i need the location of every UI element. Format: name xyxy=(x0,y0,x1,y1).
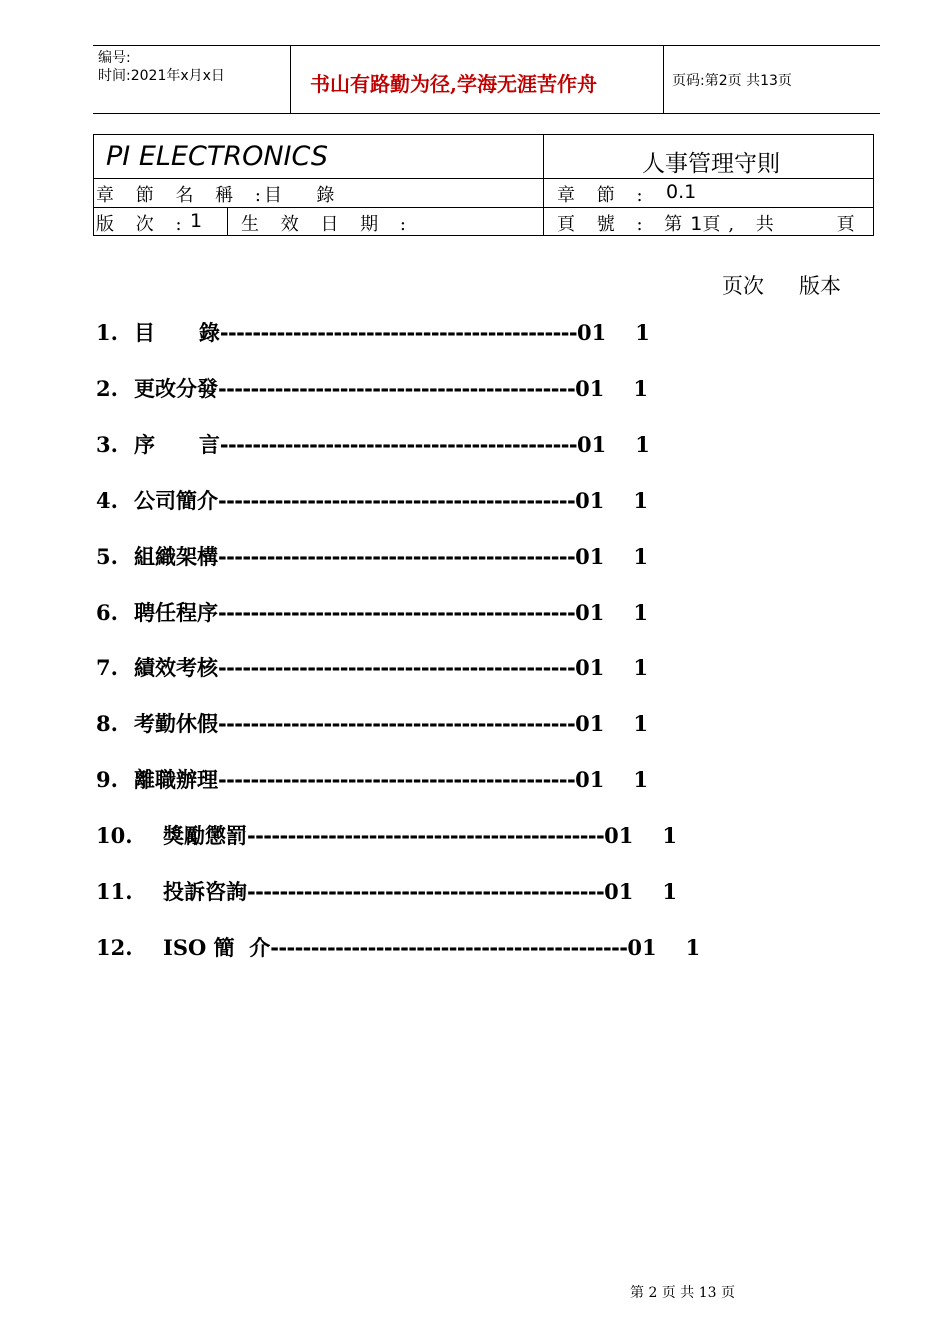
version-label: 版 次 : xyxy=(96,214,190,235)
toc-item-number: 9. xyxy=(96,767,118,792)
page-number-field xyxy=(557,210,863,236)
table-divider xyxy=(227,207,228,235)
toc-item-number: 8. xyxy=(96,711,118,736)
toc-item-number: 11. xyxy=(96,879,133,904)
header-divider-right xyxy=(663,45,664,113)
chapter-name-label: 章 節 名 稱 : xyxy=(96,185,269,206)
toc-item-page: 01 xyxy=(575,544,605,569)
toc-item-title: 組織架構 xyxy=(134,544,218,569)
toc-leader: -------------------------------------------- xyxy=(247,824,605,848)
chapter-value: 0.1 xyxy=(666,181,697,203)
toc-item-page: 01 xyxy=(575,711,605,736)
toc-item-page: 01 xyxy=(575,376,605,401)
header-bottom-rule xyxy=(93,113,880,114)
toc-item-number: 3. xyxy=(96,432,118,457)
table-divider xyxy=(543,135,544,235)
toc-item xyxy=(96,652,648,682)
page-number-value: 1 xyxy=(690,213,703,235)
toc-item-title: 績效考核 xyxy=(134,655,218,680)
toc-column-version: 版本 xyxy=(799,274,841,298)
chapter-name-value: 目 錄 xyxy=(264,185,335,206)
toc-item-page: 01 xyxy=(575,488,605,513)
toc-item xyxy=(96,429,650,459)
toc-item xyxy=(96,485,648,515)
toc-item-number: 12. xyxy=(96,935,133,960)
toc-item-version: 1 xyxy=(685,935,701,960)
toc-item-title: 目 錄 xyxy=(134,320,220,345)
document-title: 人事管理守則 xyxy=(642,151,780,177)
toc-item xyxy=(96,708,648,738)
toc-item xyxy=(96,820,677,850)
toc-item xyxy=(96,541,648,571)
toc-item-number: 10. xyxy=(96,823,133,848)
toc-item-title: 公司簡介 xyxy=(134,488,218,513)
toc-leader: -------------------------------------------- xyxy=(218,712,576,736)
toc-item xyxy=(96,876,677,906)
toc-item-page: 01 xyxy=(575,655,605,680)
toc-item-page: 01 xyxy=(627,935,657,960)
toc-item-page: 01 xyxy=(576,432,607,457)
toc-item-number: 1. xyxy=(96,320,118,345)
page-number-suffix: 頁, 共 頁 xyxy=(702,214,863,235)
table-rule xyxy=(94,207,873,208)
toc-item-version: 1 xyxy=(633,488,648,513)
toc-item-title: 聘任程序 xyxy=(134,600,218,625)
toc-item-title: 獎勵懲罰 xyxy=(163,823,247,848)
version-value: 1 xyxy=(190,210,203,232)
toc-item xyxy=(96,932,700,962)
document-info-table xyxy=(93,134,874,236)
toc-item-title: 更改分發 xyxy=(134,376,218,401)
toc-item-title: 離職辦理 xyxy=(134,767,218,792)
toc-item-version: 1 xyxy=(633,376,648,401)
toc-leader: -------------------------------------------- xyxy=(270,936,628,960)
toc-leader: -------------------------------------------- xyxy=(247,880,605,904)
toc-item-version: 1 xyxy=(633,767,648,792)
toc-leader: -------------------------------------------- xyxy=(218,656,576,680)
toc-item-version: 1 xyxy=(633,544,648,569)
toc-item-number: 2. xyxy=(96,376,118,401)
toc-item-number: 4. xyxy=(96,488,118,513)
toc-item-number: 7. xyxy=(96,655,118,680)
number-label: 编号: xyxy=(98,50,131,66)
toc-item-version: 1 xyxy=(635,432,650,457)
table-rule xyxy=(94,178,873,179)
toc-item-page: 01 xyxy=(575,600,605,625)
toc-leader: -------------------------------------------- xyxy=(218,768,576,792)
toc-item-page: 01 xyxy=(604,823,634,848)
toc-item xyxy=(96,764,648,794)
toc-item-page: 01 xyxy=(576,320,607,345)
toc-item xyxy=(96,373,648,403)
toc-item-version: 1 xyxy=(633,711,648,736)
company-name: PI ELECTRONICS xyxy=(106,141,328,172)
toc-item-title: 序 言 xyxy=(134,432,220,457)
toc-item xyxy=(96,317,650,347)
page-footer: 第 2 页 共 13 页 xyxy=(630,1285,735,1301)
toc-item-title: 投訴咨詢 xyxy=(163,879,247,904)
toc-item-page: 01 xyxy=(604,879,634,904)
toc-item-version: 1 xyxy=(662,879,677,904)
toc-item-title: ISO 簡 介 xyxy=(163,935,271,960)
toc-item-version: 1 xyxy=(635,320,650,345)
toc-item-version: 1 xyxy=(662,823,677,848)
toc-leader: -------------------------------------------- xyxy=(218,377,576,401)
toc-item-title: 考勤休假 xyxy=(134,711,218,736)
page-number-label: 頁 號 : 第 xyxy=(557,214,691,235)
toc-leader: -------------------------------------------- xyxy=(218,489,576,513)
toc-item-version: 1 xyxy=(633,600,648,625)
header-page-info: 页码:第2页 共13页 xyxy=(672,73,792,89)
toc-item xyxy=(96,597,648,627)
toc-leader: -------------------------------------------- xyxy=(218,545,576,569)
chapter-label: 章 節 : xyxy=(557,185,651,206)
toc-item-version: 1 xyxy=(633,655,648,680)
header-divider-left xyxy=(290,45,291,113)
toc-item-number: 5. xyxy=(96,544,118,569)
header-top-rule xyxy=(93,45,880,46)
toc-column-page: 页次 xyxy=(722,274,764,298)
motto: 书山有路勤为径,学海无涯苦作舟 xyxy=(310,72,597,96)
toc-leader: -------------------------------------------- xyxy=(219,321,577,345)
toc-leader: -------------------------------------------- xyxy=(218,601,576,625)
toc-item-number: 6. xyxy=(96,600,118,625)
effective-date-label: 生 效 日 期 : xyxy=(241,214,414,235)
toc-leader: -------------------------------------------- xyxy=(219,433,577,457)
toc-item-page: 01 xyxy=(575,767,605,792)
time-label: 时间:2021年x月x日 xyxy=(98,68,225,84)
